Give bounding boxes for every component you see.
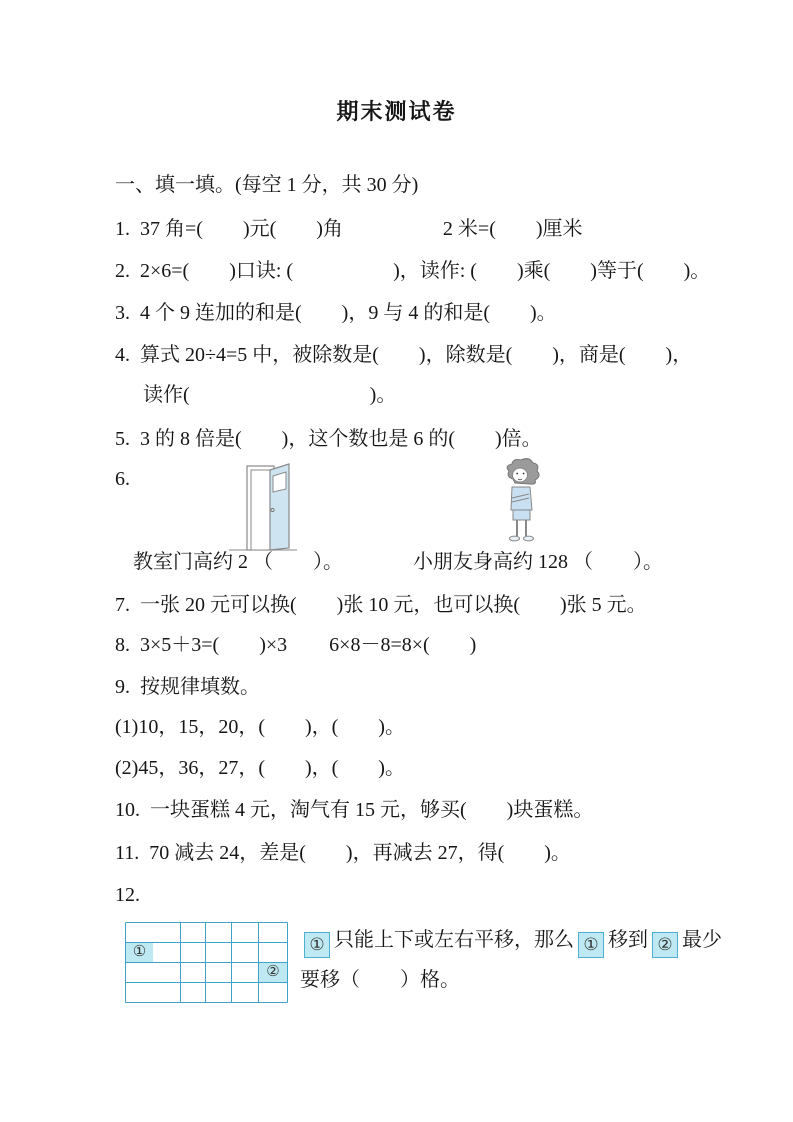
door-illustration xyxy=(227,460,299,554)
question-text: 3 的 8 倍是( )，这个数也是 6 的( )倍。 xyxy=(140,428,542,450)
question-number: 6. xyxy=(115,468,130,490)
question-12 xyxy=(115,882,793,908)
question-text: 算式 20÷4=5 中，被除数是( )，除数是( )，商是( )， xyxy=(140,344,693,366)
question-12-line2 xyxy=(300,960,690,1000)
question-number: 8. xyxy=(115,634,130,656)
door-caption: 教室门高约 2 （ ）。 xyxy=(133,551,343,573)
question-12-text xyxy=(300,920,722,1000)
question-9 xyxy=(115,674,793,700)
question-number: 5. xyxy=(115,428,130,450)
question-text: 2×6=( )口诀: ( )，读作: ( )乘( )等于( )。 xyxy=(140,260,711,282)
shape-2-chip: ② xyxy=(652,932,678,958)
question-2 xyxy=(115,258,793,284)
question-text: 按规律填数。 xyxy=(140,676,260,698)
question-8 xyxy=(115,632,793,658)
question-text: 最少 xyxy=(682,929,722,951)
question-number: 1. xyxy=(115,218,130,240)
section-heading: 一、填一填。(每空 1 分，共 30 分) xyxy=(115,174,419,196)
question-number: 12. xyxy=(115,884,140,906)
question-number: 9. xyxy=(115,676,130,698)
question-text: 只能上下或左右平移，那么 xyxy=(334,929,574,951)
question-text: 2 米=( )厘米 xyxy=(442,218,583,240)
question-text: 一张 20 元可以换( )张 10 元，也可以换( )张 5 元。 xyxy=(140,594,647,616)
child-illustration xyxy=(499,458,547,546)
question-text: 移到 xyxy=(608,929,648,951)
grid-cell-2: ② xyxy=(266,964,280,980)
question-4-line2 xyxy=(143,382,793,408)
grid-cell-1: ① xyxy=(132,944,147,960)
question-text: 一块蛋糕 4 元，淘气有 15 元，够买( )块蛋糕。 xyxy=(150,799,594,821)
question-number: 7. xyxy=(115,594,130,616)
question-11 xyxy=(115,840,793,866)
shape-1-chip: ① xyxy=(304,932,330,958)
question-9-sub2 xyxy=(115,755,793,781)
translation-grid xyxy=(125,922,288,1004)
question-3 xyxy=(115,300,793,326)
question-9-sub1 xyxy=(115,714,793,740)
question-number: 2. xyxy=(115,260,130,282)
question-text: 6×8－8=8×( ) xyxy=(329,634,477,656)
question-12-body xyxy=(125,922,793,1004)
shape-1-chip: ① xyxy=(578,932,604,958)
question-number: 4. xyxy=(115,344,130,366)
question-number: 3. xyxy=(115,302,130,324)
question-text: 37 角=( )元( )角 xyxy=(140,218,343,240)
question-6 xyxy=(115,466,793,573)
question-text: 读作( )。 xyxy=(143,384,397,406)
question-text: 4 个 9 连加的和是( )，9 与 4 的和是( )。 xyxy=(140,302,557,324)
question-number: 11. xyxy=(115,842,140,864)
question-4 xyxy=(115,342,793,368)
question-text: (2)45，36，27，( )，( )。 xyxy=(115,757,405,779)
question-text: 70 减去 24，差是( )，再减去 27，得( )。 xyxy=(149,842,571,864)
child-caption: 小朋友身高约 128 （ ）。 xyxy=(413,551,663,573)
question-number: 10. xyxy=(115,799,140,821)
question-1 xyxy=(115,216,793,242)
question-7 xyxy=(115,592,793,618)
question-12-line1 xyxy=(300,920,722,960)
question-text: (1)10，15，20，( )，( )。 xyxy=(115,716,405,738)
question-text: 要移（ ）格。 xyxy=(300,969,460,991)
question-text: 3×5＋3=( )×3 xyxy=(140,634,288,656)
question-10 xyxy=(115,797,793,823)
question-5 xyxy=(115,426,793,452)
page-title: 期末测试卷 xyxy=(336,99,457,124)
